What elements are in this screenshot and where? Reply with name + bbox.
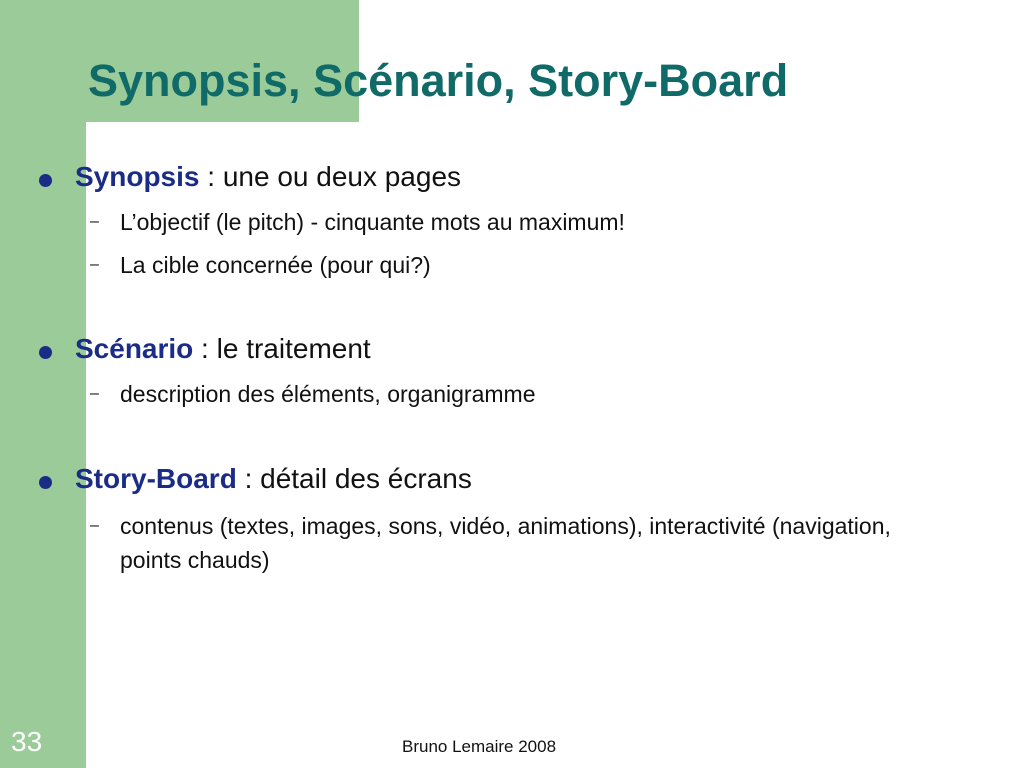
slide-title: Synopsis, Scénario, Story-Board	[88, 55, 789, 106]
sub-item-text: contenus (textes, images, sons, vidéo, animations), interactivité (navigation, points chauds)	[120, 513, 891, 573]
bullet-text	[75, 464, 472, 495]
slide-number: 33	[11, 726, 43, 757]
dash-icon: –	[90, 517, 99, 534]
bullet-description: : une ou deux pages	[199, 161, 462, 192]
bullet-dot-icon	[39, 476, 52, 489]
dash-icon: –	[90, 256, 99, 273]
sub-item-text: description des éléments, organigramme	[120, 381, 536, 407]
sub-item-text: La cible concernée (pour qui?)	[120, 252, 431, 278]
bullet-keyword: Synopsis	[75, 161, 200, 192]
dash-icon: –	[90, 213, 99, 230]
footer-author: Bruno Lemaire 2008	[402, 737, 557, 756]
bullet-text	[75, 162, 461, 193]
dash-icon: –	[90, 385, 99, 402]
bullet-dot-icon	[39, 174, 52, 187]
bullet-keyword: Scénario	[75, 333, 194, 364]
left-green-bar	[0, 0, 86, 768]
sub-item-text: L’objectif (le pitch) - cinquante mots au maximum!	[120, 209, 625, 235]
bullet-text	[75, 334, 371, 365]
bullet-keyword: Story-Board	[75, 463, 237, 494]
bullet-dot-icon	[39, 346, 52, 359]
bullet-description: : détail des écrans	[236, 463, 472, 494]
bullet-description: : le traitement	[193, 333, 371, 364]
